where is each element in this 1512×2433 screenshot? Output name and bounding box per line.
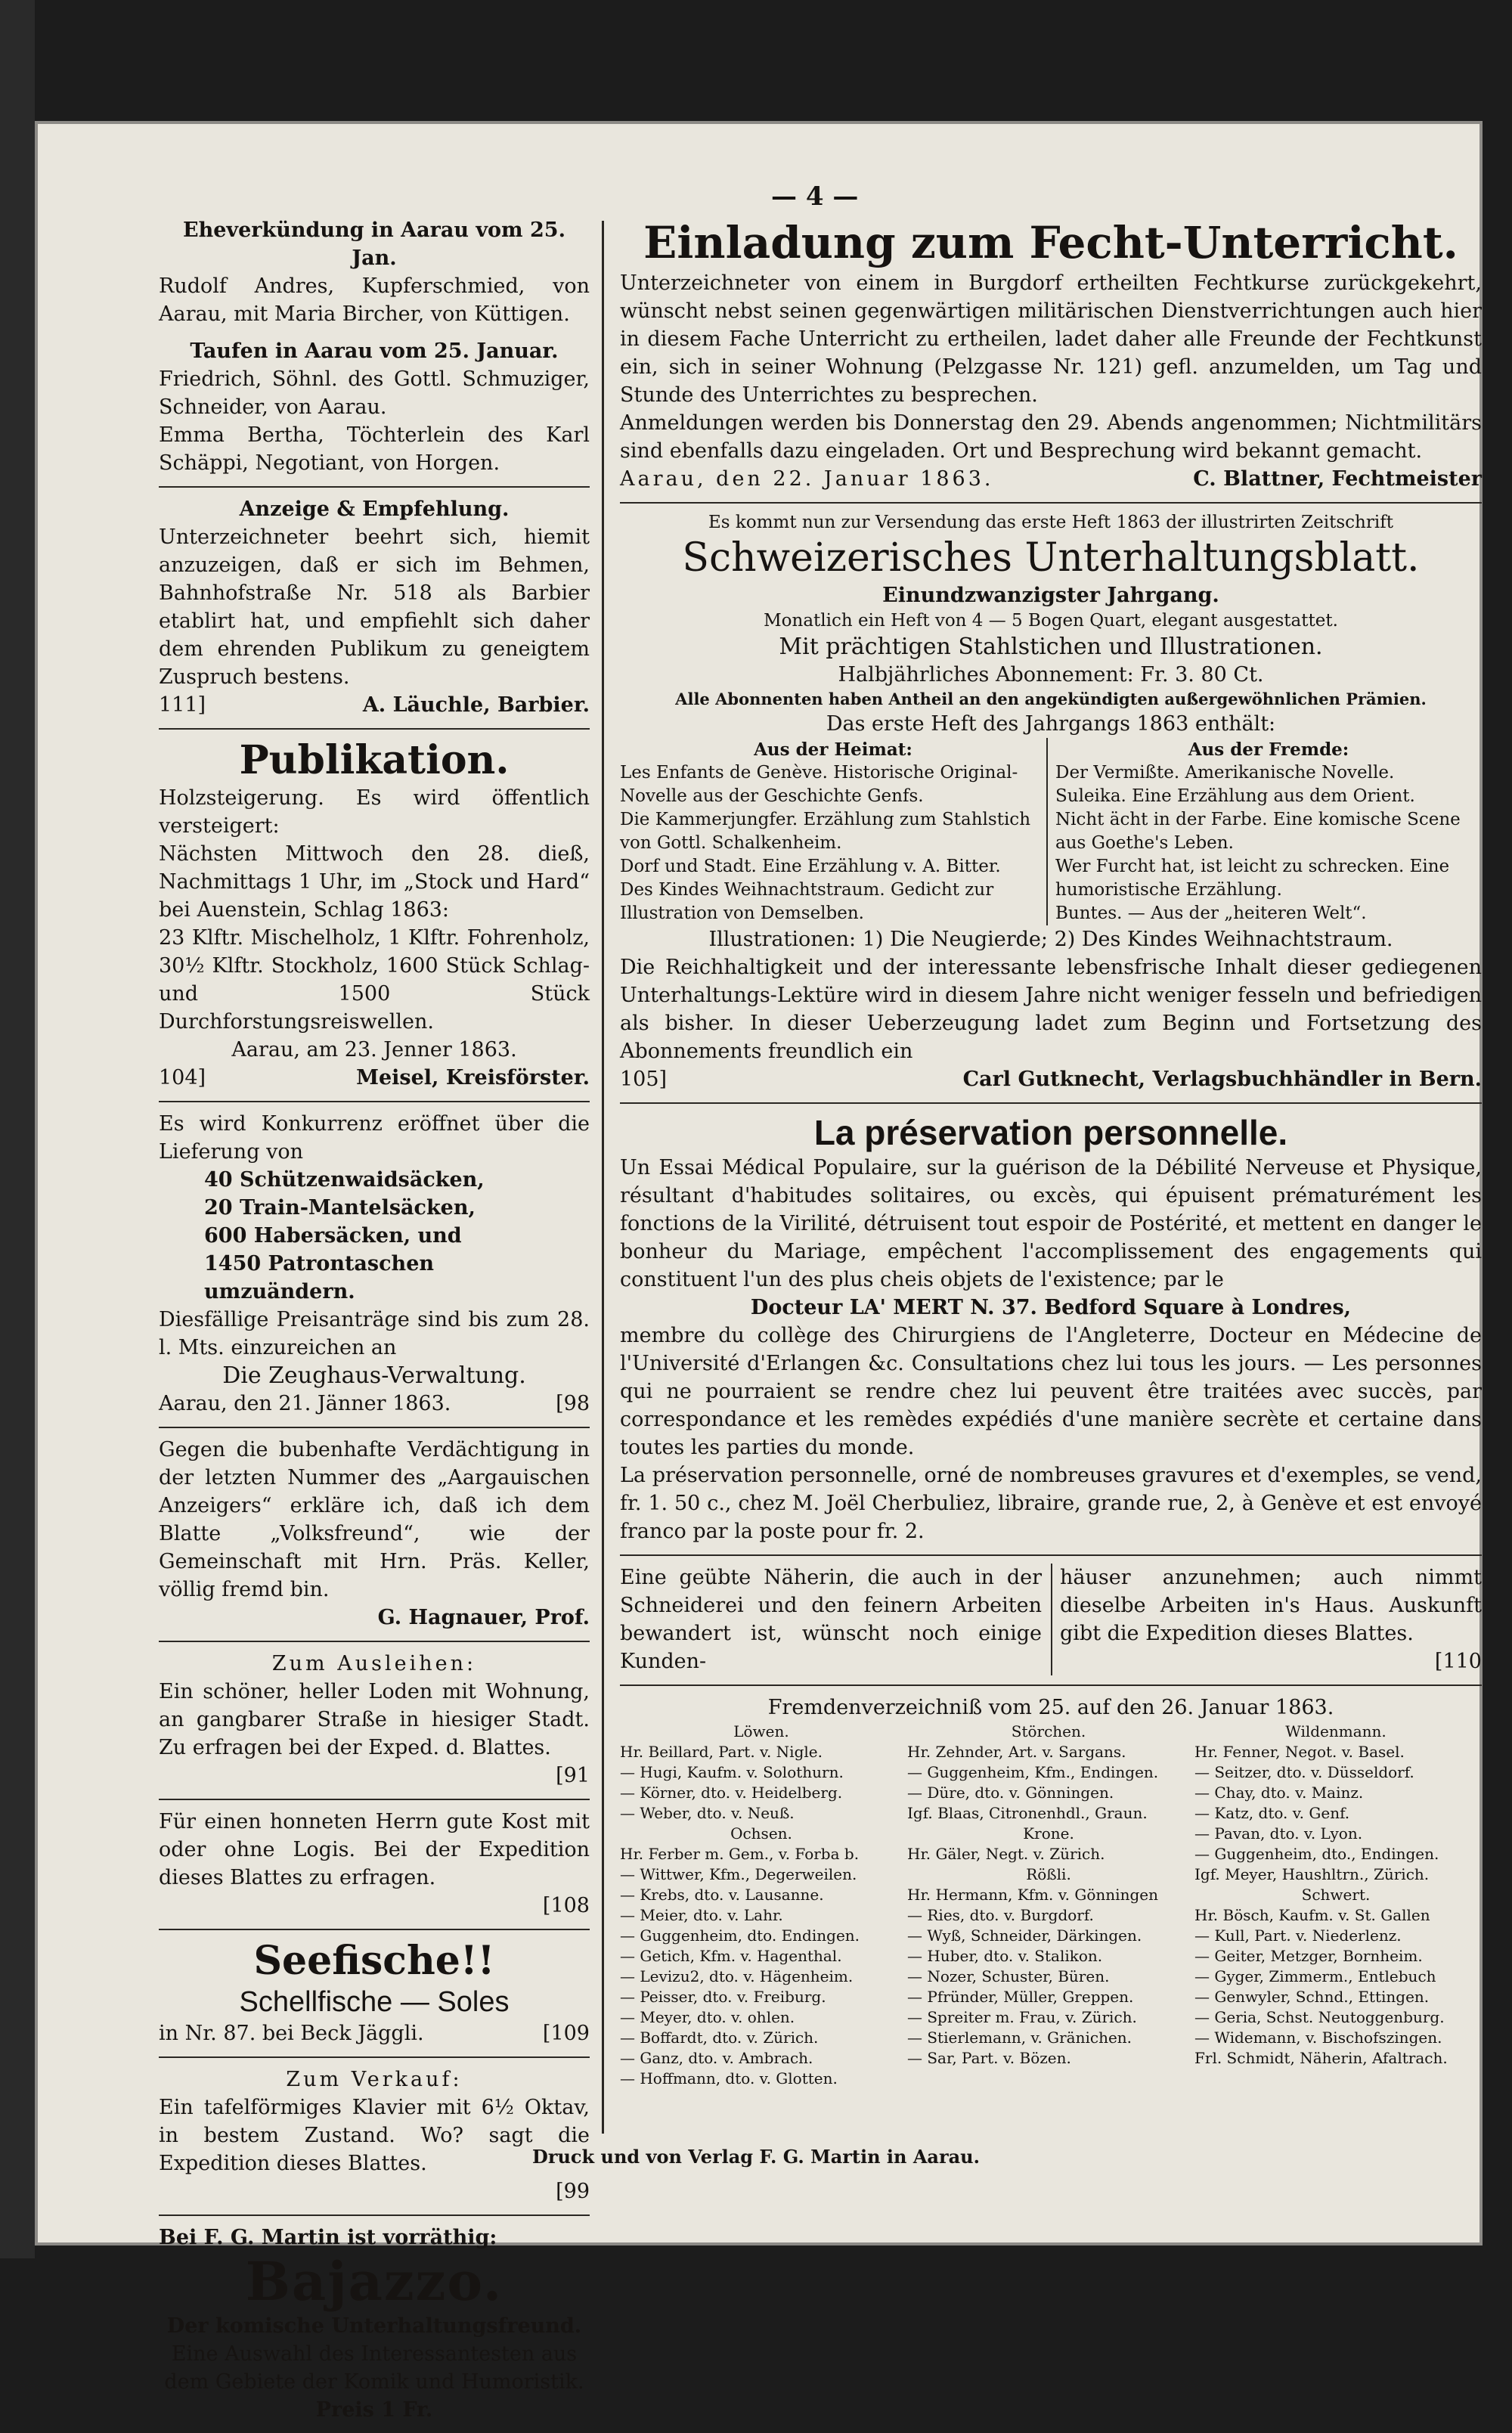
naeherin-right: häuser anzunehmen; auch nimmt dieselbe Arbeiten in's Haus. Auskunft gibt die Expedition dieses Blattes. (1060, 1566, 1482, 1645)
blatt-footer (620, 1065, 1482, 1093)
bajazzo-subtitle: Der komische Unterhaltungsfreund. (166, 2314, 582, 2338)
guest-entry: — Kull, Part. v. Niederlenz. (1194, 1926, 1402, 1945)
blatt-title: Schweizerisches Unterhaltungsblatt. (682, 535, 1420, 581)
list-item: Buntes. — Aus der „heiteren Welt“. (1055, 903, 1367, 923)
guest-entry: — Geria, Schst. Neutoggenburg. (1194, 2008, 1445, 2026)
anzeige-text: Unterzeichneter beehrt sich, hiemit anzuzeigen, daß er sich im Behmen, Bahnhofstraße Nr. 518 als Barbier etablirt hat, und empfiehlt sich daher dem ehrenden Publikum zu geneigtem Zuspruch bestens. (159, 525, 590, 689)
konkurrenz-text: Diesfällige Preisanträge sind bis zum 28. l. Mts. einzureichen an (159, 1308, 590, 1359)
gegen-text: Gegen die bubenhafte Verdächtigung in der letzten Nummer des „Aargauischen Anzeigers“ erkläre ich, daß ich dem Blatte „Volksfreund“, wie der Gemeinschaft mit Hrn. Präs. Keller, völlig fremd bin. (159, 1438, 590, 1601)
guest-entry: — Körner, dto. v. Heidelberg. (620, 1784, 843, 1802)
seefische-title: Seefische!! (253, 1938, 495, 1984)
ehe-notice (159, 216, 590, 328)
guest-entry: — Hoffmann, dto. v. Glotten. (620, 2069, 838, 2087)
guest-entry: — Ries, dto. v. Burgdorf. (907, 1906, 1094, 1924)
signature: G. Hagnauer, Prof. (377, 1606, 590, 1629)
ad-number: [99 (556, 2180, 590, 2203)
pres-title: La préservation personnelle. (813, 1113, 1288, 1152)
publikation-title: Publikation. (239, 737, 510, 783)
blatt-monthly: Monatlich ein Heft von 4 — 5 Bogen Quart, elegant ausgestattet. (764, 611, 1338, 631)
fecht-title: Einladung zum Fecht-Unterricht. (643, 217, 1458, 268)
guest-entry: — Meyer, dto. v. ohlen. (620, 2008, 795, 2026)
blatt-premiums: Alle Abonnenten haben Antheil an den angekündigten außergewöhnlichen Prämien. (675, 690, 1427, 708)
fremden-col-2 (907, 1722, 1194, 2089)
divider (159, 1641, 590, 1642)
imprint-footer: Druck und von Verlag F. G. Martin in Aarau. (532, 2146, 980, 2168)
divider (159, 1929, 590, 1930)
guest-entry: — Widemann, v. Bischofszingen. (1194, 2029, 1442, 2047)
konkurrenz-item: 40 Schützenwaidsäcken, (204, 1168, 485, 1192)
seefische-text: in Nr. 87. bei Beck Jäggli. (159, 2022, 424, 2045)
holz-place-date: Aarau, am 23. Jenner 1863. (231, 1038, 517, 1062)
guest-entry: Hr. Ferber m. Gem., v. Forba b. (620, 1845, 860, 1863)
bajazzo-text: Eine Auswahl des Interessantesten aus dem Gebiete der Komik und Humoristik. (164, 2342, 584, 2394)
bajazzo-title: Bajazzo. (245, 2250, 503, 2313)
gegen-notice (159, 1436, 590, 1632)
guest-entry: Igf. Meyer, Haushltrn., Zürich. (1194, 1865, 1430, 1883)
column-divider (602, 221, 604, 2134)
guest-entry: — Boffardt, dto. v. Zürich. (620, 2029, 819, 2047)
hotel-title: Löwen. (733, 1722, 789, 1740)
guest-entry: — Meier, dto. v. Lahr. (620, 1906, 783, 1924)
publikation-notice (159, 737, 590, 1092)
guest-entry: — Huber, dto. v. Stalikon. (907, 1947, 1103, 1965)
list-item: Des Kindes Weihnachtstraum. Gedicht zur Illustration von Demselben. (620, 880, 994, 923)
fremde-list (1046, 738, 1482, 925)
heimat-title: Aus der Heimat: (754, 739, 912, 760)
pres-paragraph-3: La préservation personnelle, orné de nombreuses gravures et d'exemples, se vend, fr. 1. 50 c., chez M. Joël Cherbuliez, libraire, grande rue, 2, à Genève et est envoyé franco par la poste pour fr. 2. (620, 1464, 1482, 1543)
hotel-title: Krone. (1023, 1824, 1074, 1843)
guest-entry: — Krebs, dto. v. Lausanne. (620, 1886, 824, 1904)
ad-number: [110 (1434, 1650, 1482, 1673)
fremde-title: Aus der Fremde: (1188, 739, 1349, 760)
fecht-ad (620, 216, 1482, 493)
list-item: Der Vermißte. Amerikanische Novelle. (1055, 763, 1395, 783)
guest-entry: — Chay, dto. v. Mainz. (1194, 1784, 1364, 1802)
page-number: — 4 — (771, 181, 859, 212)
holz-footer (159, 1064, 590, 1092)
list-item: Die Kammerjungfer. Erzählung zum Stahlstich von Gottl. Schalkenheim. (620, 810, 1031, 853)
hotel-title: Rößli. (1026, 1865, 1071, 1883)
list-item: Les Enfants de Genève. Historische Original-Novelle aus der Geschichte Genfs. (620, 763, 1018, 806)
guest-entry: — Genwyler, Schnd., Ettingen. (1194, 1988, 1430, 2006)
bajazzo-price: Preis 1 Fr. (315, 2398, 433, 2422)
konkurrenz-intro: Es wird Konkurrenz eröffnet über die Lieferung von (159, 1112, 590, 1164)
verkauf-ad (159, 2066, 590, 2205)
divider (620, 502, 1482, 504)
heimat-list (620, 738, 1046, 925)
anzeige-ad (159, 495, 590, 719)
list-item: Nicht ächt in der Farbe. Eine komische Scene aus Goethe's Leben. (1055, 810, 1461, 853)
ausleihen-text: Ein schöner, heller Loden mit Wohnung, an gangbarer Straße in hiesiger Stadt. Zu erfragen bei der Exped. d. Blattes. (159, 1680, 590, 1759)
right-column (620, 216, 1482, 2098)
anzeige-title: Anzeige & Empfehlung. (239, 497, 510, 521)
blatt-abonnement: Halbjährliches Abonnement: Fr. 3. 80 Ct. (838, 663, 1264, 687)
list-item: Dorf und Stadt. Eine Erzählung v. A. Bitter. (620, 857, 1001, 876)
guest-entry: — Guggenheim, Kfm., Endingen. (907, 1763, 1159, 1781)
place-date: Aarau, den 22. Januar 1863. (620, 467, 994, 491)
taufen-notice (159, 337, 590, 477)
guest-entry: Hr. Fenner, Negot. v. Basel. (1194, 1743, 1405, 1761)
divider (620, 1102, 1482, 1104)
martin-text: Bei F. G. Martin ist vorräthig: (159, 2226, 497, 2249)
fremdenverzeichnis (620, 1694, 1482, 2089)
guest-entry: — Guggenheim, dto. Endingen. (620, 1926, 860, 1945)
hotel-title: Ochsen. (730, 1824, 792, 1843)
ehe-text: Rudolf Andres, Kupferschmied, von Aarau, mit Maria Bircher, von Küttigen. (159, 274, 590, 326)
pres-paragraph-2: membre du collège des Chirurgiens de l'Angleterre, Docteur en Médecine de l'Université d'Erlangen &c. Consultations chez lui tous les jours. — Les personnes qui ne pourraient se rendre chez lui peuvent être traitées avec succès, par correspondance et les remèdes expédiés d'une manière secrète et certaine dans toutes les parties du monde. (620, 1324, 1482, 1459)
guest-entry: Hr. Zehnder, Art. v. Sargans. (907, 1743, 1126, 1761)
unterhaltungsblatt-ad (620, 511, 1482, 1093)
guest-entry: — Pfründer, Müller, Greppen. (907, 1988, 1134, 2006)
konkurrenz-item: 600 Habersäcken, und (204, 1224, 462, 1247)
ad-number: 104] (159, 1066, 206, 1089)
blatt-year: Einundzwanzigster Jahrgang. (882, 584, 1219, 607)
pres-paragraph-1: Un Essai Médical Populaire, sur la guérison de la Débilité Nerveuse et Physique, résultant d'habitudes solitaires, ou excès, qui épuisent prématurément les fonctions de la Virilité, détruisent tout espoir de Postérité, et mettent en danger le bonheur du Mariage, empêchent l'accomplissement des engagements qui constituent l'un des plus cheis objets de l'existence; par le (620, 1156, 1482, 1291)
signature: C. Blattner, Fechtmeister (1193, 467, 1482, 491)
guest-entry: Hr. Hermann, Kfm. v. Gönningen (907, 1886, 1158, 1904)
ausleihen-title: Zum Ausleihen: (271, 1652, 477, 1675)
guest-entry: Hr. Gäler, Negt. v. Zürich. (907, 1845, 1105, 1863)
seefische-ad (159, 1938, 590, 2047)
ad-number: [109 (542, 2022, 590, 2045)
preservation-ad (620, 1111, 1482, 1545)
naeherin-left: Eine geübte Näherin, die auch in der Schneiderei und den feinern Arbeiten bewandert ist, wünscht noch einige Kunden- (620, 1566, 1042, 1673)
list-item: Wer Furcht hat, ist leicht zu schrecken. Eine humoristische Erzählung. (1055, 857, 1450, 900)
anzeige-footer (159, 691, 590, 719)
guest-entry: — Nozer, Schuster, Büren. (907, 1967, 1110, 1985)
list-item: Suleika. Eine Erzählung aus dem Orient. (1055, 786, 1415, 806)
signature: Meisel, Kreisförster. (356, 1066, 590, 1089)
kost-ad (159, 1808, 590, 1920)
hotel-title: Störchen. (1011, 1722, 1086, 1740)
guest-entry: Hr. Bösch, Kaufm. v. St. Gallen (1194, 1906, 1430, 1924)
taufen-item-1: Friedrich, Söhnl. des Gottl. Schmuziger, Schneider, von Aarau. (159, 367, 590, 419)
guest-entry: Igf. Blaas, Citronenhdl., Graun. (907, 1804, 1148, 1822)
guest-entry: — Stierlemann, v. Gränichen. (907, 2029, 1132, 2047)
fecht-footer (620, 465, 1482, 493)
divider (620, 1554, 1482, 1556)
left-column (159, 216, 590, 2433)
blatt-text: Die Reichhaltigkeit und der interessante lebensfrische Inhalt dieser gediegenen Unterhaltungs-Lektüre wird in diesem Jahre nicht weniger fesseln und befriedigen als bisher. In dieser Ueberzeugung ladet zum Beginn und Fortsetzung des Abonnements freundlich ein (620, 956, 1482, 1063)
guest-entry: — Getich, Kfm. v. Hagenthal. (620, 1947, 842, 1965)
ausleihen-ad (159, 1650, 590, 1790)
fremden-lists (620, 1722, 1482, 2089)
signature: Carl Gutknecht, Verlagsbuchhändler in Bern. (962, 1068, 1482, 1091)
konkurrenz-item: 1450 Patrontaschen umzuändern. (204, 1252, 435, 1303)
fecht-text: Unterzeichneter von einem in Burgdorf ertheilten Fechtkurse zurückgekehrt, wünscht nebst seinen gegenwärtigen militärischen Dienstverrichtungen auch hier in diesem Fache Unterricht zu ertheilen, ladet daher alle Freunde der Fechtkunst ein, sich in seiner Wohnung (Pelzgasse Nr. 121) gefl. anzumelden, um Tag und Stunde des Unterrichtes zu besprechen. (620, 271, 1482, 407)
guest-entry: — Pavan, dto. v. Lyon. (1194, 1824, 1363, 1843)
ehe-title: Eheverkündung in Aarau vom 25. Jan. (183, 219, 565, 270)
guest-entry: Frl. Schmidt, Näherin, Afaltrach. (1194, 2049, 1448, 2067)
guest-entry: — Weber, dto. v. Neuß. (620, 1804, 795, 1822)
guest-entry: — Katz, dto. v. Genf. (1194, 1804, 1350, 1822)
fremden-col-3 (1194, 1722, 1482, 2089)
hotel-title: Schwert. (1301, 1886, 1371, 1904)
guest-entry: — Hugi, Kaufm. v. Solothurn. (620, 1763, 844, 1781)
ad-number: 105] (620, 1068, 668, 1091)
verkauf-title: Zum Verkauf: (286, 2068, 463, 2091)
blatt-intro: Es kommt nun zur Versendung das erste Heft 1863 der illustrirten Zeitschrift (708, 513, 1393, 532)
guest-entry: — Seitzer, dto. v. Düsseldorf. (1194, 1763, 1414, 1781)
naeherin-right-col (1051, 1564, 1482, 1675)
guest-entry: — Wyß, Schneider, Därkingen. (907, 1926, 1142, 1945)
guest-entry: — Gyger, Zimmerm., Entlebuch (1194, 1967, 1436, 1985)
fecht-text-2: Anmeldungen werden bis Donnerstag den 29. Abends angenommen; Nichtmilitärs sind ebenfalls dazu eingeladen. Ort und Besprechung wird bekannt gemacht. (620, 411, 1482, 463)
ad-number: [91 (556, 1764, 590, 1787)
taufen-title: Taufen in Aarau vom 25. Januar. (190, 339, 559, 363)
guest-entry: — Levizu2, dto. v. Hägenheim. (620, 1967, 854, 1985)
divider (159, 728, 590, 730)
guest-entry: — Ganz, dto. v. Ambrach. (620, 2049, 813, 2067)
guest-entry: Hr. Beillard, Part. v. Nigle. (620, 1743, 823, 1761)
divider (620, 1685, 1482, 1686)
konkurrenz-destination: Die Zeughaus-Verwaltung. (222, 1362, 526, 1389)
seefische-footer (159, 2019, 590, 2047)
guest-entry: — Spreiter m. Frau, v. Zürich. (907, 2008, 1137, 2026)
konkurrenz-notice (159, 1110, 590, 1418)
seefische-subtitle: Schellfische — Soles (239, 1986, 510, 2018)
blatt-contents-intro: Das erste Heft des Jahrgangs 1863 enthält: (826, 712, 1276, 736)
fremden-title: Fremdenverzeichniß vom 25. auf den 26. Januar 1863. (767, 1696, 1334, 1719)
guest-entry: — Sar, Part. v. Bözen. (907, 2049, 1071, 2067)
guest-entry: — Peisser, dto. v. Freiburg. (620, 1988, 826, 2006)
guest-entry: — Guggenheim, dto., Endingen. (1194, 1845, 1439, 1863)
verkauf-text: Ein tafelförmiges Klavier mit 6½ Oktav, in bestem Zustand. Wo? sagt die Expedition dieses Blattes. (159, 2096, 590, 2175)
place-date: Aarau, den 21. Jänner 1863. (159, 1392, 451, 1415)
blatt-illus: Illustrationen: 1) Die Neugierde; 2) Des Kindes Weihnachtstraum. (708, 928, 1393, 951)
hotel-title: Wildenmann. (1285, 1722, 1387, 1740)
bajazzo-ad (159, 2224, 590, 2424)
divider (159, 486, 590, 488)
konkurrenz-footer (159, 1390, 590, 1418)
ad-number: [108 (542, 1894, 590, 1917)
naeherin-ad (620, 1564, 1482, 1675)
pres-doctor: Docteur LA' MERT N. 37. Bedford Square à Londres, (750, 1296, 1352, 1319)
holz-items: 23 Klftr. Mischelholz, 1 Klftr. Fohrenholz, 30½ Klftr. Stockholz, 1600 Stück Schlag- und 1500 Stück Durchforstungsreiswellen. (159, 926, 590, 1034)
signature: A. Läuchle, Barbier. (362, 693, 590, 717)
scan-edge (0, 0, 35, 2258)
ad-number: [98 (556, 1392, 590, 1415)
kost-text: Für einen honneten Herrn gute Kost mit oder ohne Logis. Bei der Expedition dieses Blattes zu erfragen. (159, 1810, 590, 1889)
holz-intro: Holzsteigerung. Es wird öffentlich versteigert: (159, 786, 590, 838)
taufen-item-2: Emma Bertha, Töchterlein des Karl Schäppi, Negotiant, von Horgen. (159, 423, 590, 475)
guest-entry: — Geiter, Metzger, Bornheim. (1194, 1947, 1423, 1965)
guest-entry: — Wittwer, Kfm., Degerweilen. (620, 1865, 857, 1883)
divider (159, 1799, 590, 1800)
konkurrenz-item: 20 Train-Mantelsäcken, (204, 1196, 476, 1220)
divider (159, 2214, 590, 2216)
divider (159, 1427, 590, 1428)
blatt-contents (620, 738, 1482, 925)
guest-entry: — Düre, dto. v. Gönningen. (907, 1784, 1114, 1802)
divider (159, 1101, 590, 1102)
ad-number: 111] (159, 693, 206, 717)
divider (159, 2056, 590, 2058)
holz-date-text: Nächsten Mittwoch den 28. dieß, Nachmittags 1 Uhr, im „Stock und Hard“ bei Auenstein, Schlag 1863: (159, 842, 590, 922)
fremden-col-1 (620, 1722, 907, 2089)
blatt-illustrations-line: Mit prächtigen Stahlstichen und Illustrationen. (779, 634, 1323, 660)
